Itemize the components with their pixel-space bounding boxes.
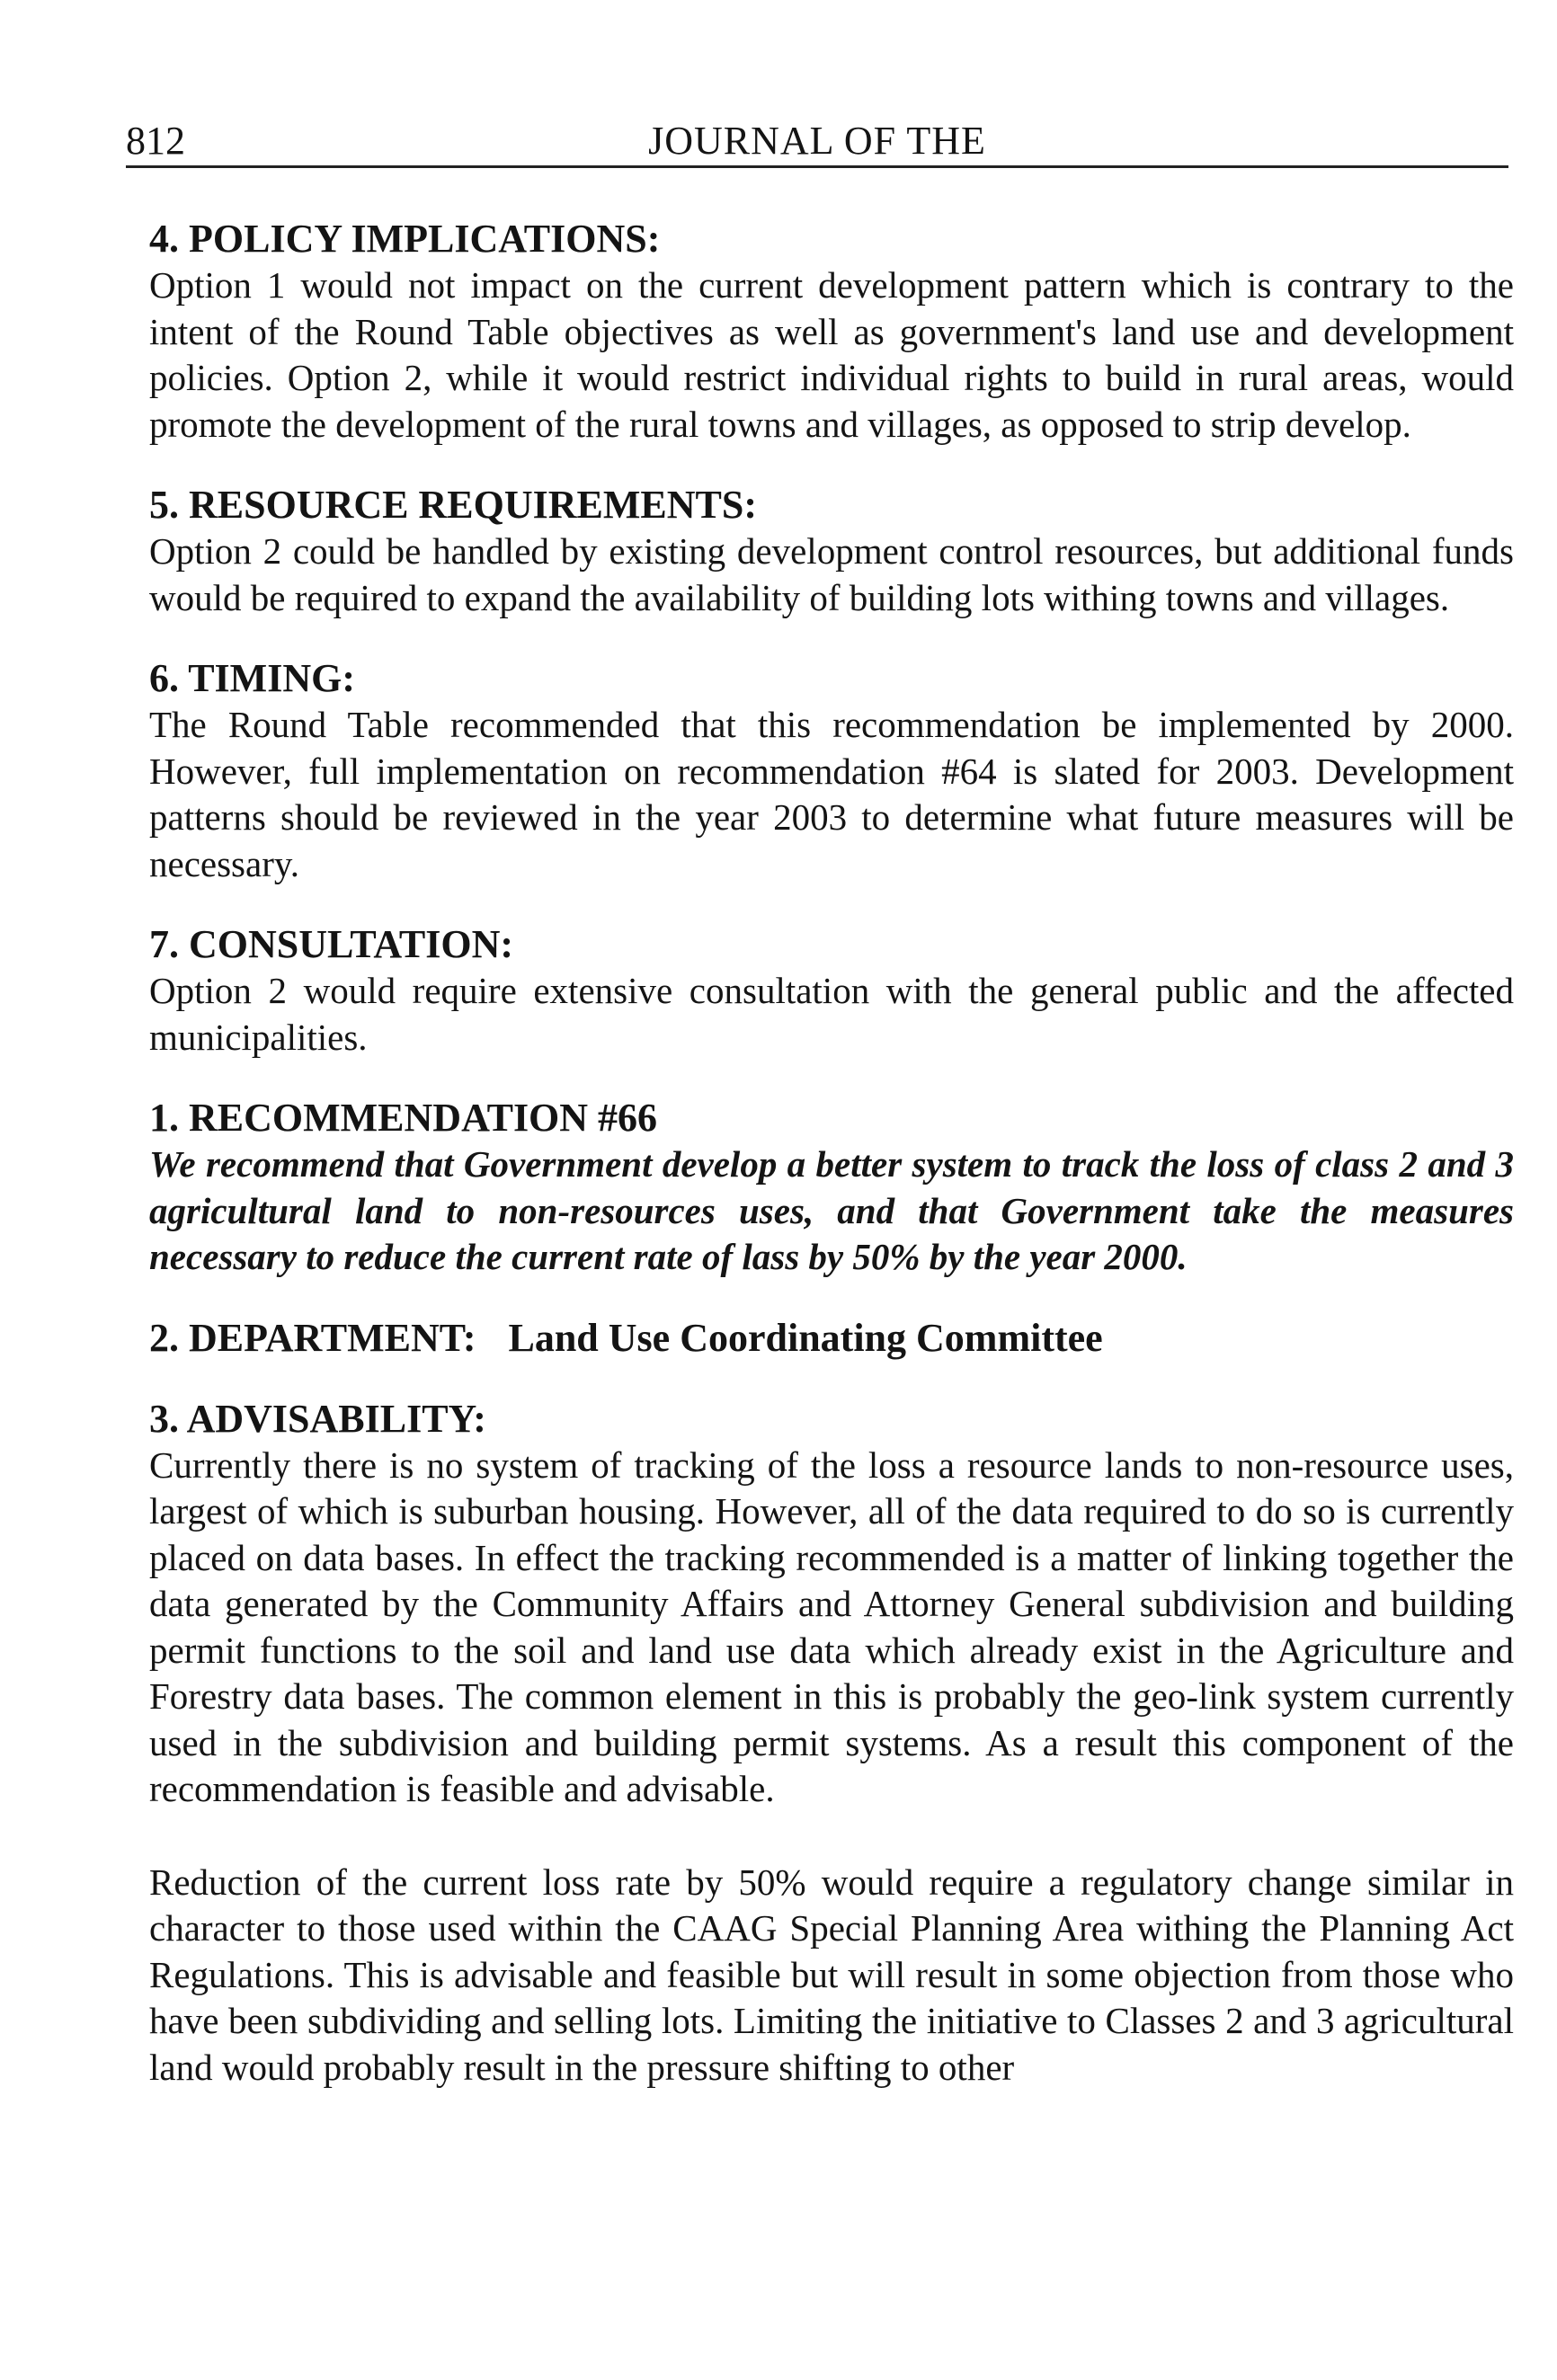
page-body	[149, 216, 1514, 2125]
section-paragraph: The Round Table recommended that this recommendation be implemented by 2000. However, full implementation on recommendation #64 is slated for 2003. Development patterns should be reviewed in the year 2003 to determine what future measures will be necessary.	[149, 704, 1514, 884]
section-department	[149, 1315, 1514, 1362]
section-paragraph: Option 2 would require extensive consultation with the general public and the affected municipalities.	[149, 970, 1514, 1058]
section-heading: 2. DEPARTMENT:	[149, 1315, 476, 1360]
section-heading: 4. POLICY IMPLICATIONS:	[149, 217, 661, 261]
section-policy-implications	[149, 216, 1514, 448]
section-heading: 6. TIMING:	[149, 656, 355, 700]
section-paragraph: Reduction of the current loss rate by 50% would require a regulatory change similar in character to those used within the CAAG Special Planning Area withing the Planning Act Regulations. This is advisable and feasible but will result in some objection from those who have been subdividing and selling lots. Limiting the initiative to Classes 2 and 3 agricultural land would probably result in the pressure shifting to other	[149, 1860, 1514, 2088]
section-heading: 3. ADVISABILITY:	[149, 1396, 486, 1441]
page-header	[126, 117, 1508, 168]
section-paragraph: Option 2 could be handled by existing development control resources, but additional funds would be required to expand the availability of building lots withing towns and villages.	[149, 530, 1514, 618]
section-recommendation	[149, 1095, 1514, 1281]
section-resource-requirements	[149, 482, 1514, 621]
section-consultation	[149, 921, 1514, 1061]
section-paragraph: Option 1 would not impact on the current development pattern which is contrary to the intent of the Round Table objectives as well as government's land use and development policies. Option 2, while it would restrict individual rights to build in rural areas, would promote the development of the rural towns and villages, as opposed to strip develop.	[149, 264, 1514, 445]
section-heading: 7. CONSULTATION:	[149, 922, 514, 966]
section-heading: 5. RESOURCE REQUIREMENTS:	[149, 483, 757, 527]
section-heading: 1. RECOMMENDATION #66	[149, 1096, 658, 1140]
section-advisability	[149, 1396, 1514, 2091]
department-value: Land Use Coordinating Committee	[508, 1315, 1103, 1360]
journal-title: JOURNAL OF THE	[648, 119, 986, 163]
department-line	[149, 1315, 1514, 1362]
section-paragraph: Currently there is no system of tracking of the loss a resource lands to non-resource uses, largest of which is suburban housing. However, all of the data required to do so is currently placed on data bases. In effect the tracking recommended is a matter of linking together the data generated by the Community Affairs and Attorney General subdivision and building permit functions to the soil and land use data which already exist in the Agriculture and Forestry data bases. The common element in this is probably the geo-link system currently used in the subdivision and building permit systems. As a result this component of the recommendation is feasible and advisable.	[149, 1443, 1514, 1809]
page-number: 812	[126, 119, 185, 163]
section-timing	[149, 655, 1514, 887]
recommendation-text: We recommend that Government develop a better system to track the loss of class 2 and 3 agricultural land to non-resources uses, and that Government take the measures necessary to reduce the current rate of lass by 50% by the year 2000.	[149, 1143, 1514, 1277]
